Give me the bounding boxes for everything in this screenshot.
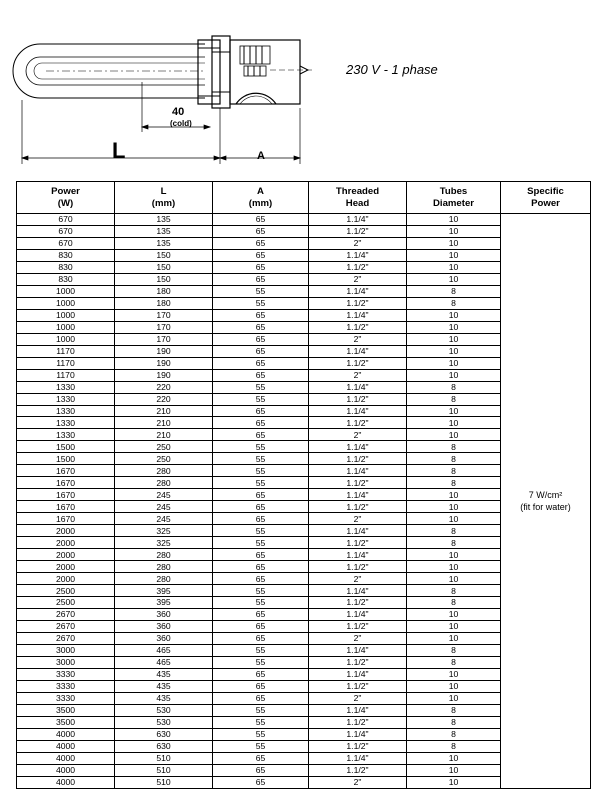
cell-threaded-head: 2" [309,237,407,249]
cell-power: 670 [17,214,115,226]
cell-tubes-diameter: 8 [407,704,501,716]
cell-tubes-diameter: 8 [407,740,501,752]
cell-tubes-diameter: 10 [407,489,501,501]
cell-length: 510 [115,752,213,764]
cell-tubes-diameter: 10 [407,513,501,525]
cell-a: 65 [213,214,309,226]
cell-power: 3330 [17,692,115,704]
table-body [17,214,591,789]
cell-length: 360 [115,608,213,620]
heater-drawing [0,0,613,178]
cell-a: 55 [213,297,309,309]
cell-tubes-diameter: 8 [407,381,501,393]
cell-tubes-diameter: 8 [407,537,501,549]
cell-threaded-head: 1.1/2" [309,597,407,609]
cell-a: 55 [213,381,309,393]
cell-threaded-head: 2" [309,369,407,381]
cell-threaded-head: 1.1/2" [309,716,407,728]
cell-threaded-head: 2" [309,573,407,585]
cell-threaded-head: 1.1/2" [309,225,407,237]
header-power: Power (W) [17,182,115,214]
cell-power: 1330 [17,405,115,417]
cell-a: 55 [213,728,309,740]
cell-threaded-head: 1.1/4" [309,249,407,261]
cell-threaded-head: 1.1/4" [309,704,407,716]
cell-tubes-diameter: 10 [407,309,501,321]
cell-a: 55 [213,441,309,453]
cell-threaded-head: 1.1/2" [309,537,407,549]
cell-length: 220 [115,381,213,393]
cell-a: 65 [213,249,309,261]
cell-threaded-head: 1.1/4" [309,608,407,620]
cell-power: 830 [17,249,115,261]
cell-threaded-head: 1.1/4" [309,585,407,597]
cell-tubes-diameter: 8 [407,525,501,537]
cell-threaded-head: 1.1/2" [309,453,407,465]
cell-a: 55 [213,656,309,668]
cell-a: 65 [213,776,309,788]
cell-length: 280 [115,477,213,489]
cell-tubes-diameter: 8 [407,728,501,740]
cell-tubes-diameter: 10 [407,345,501,357]
cell-a: 55 [213,393,309,405]
cell-power: 2000 [17,549,115,561]
cell-length: 190 [115,357,213,369]
cell-power: 1330 [17,429,115,441]
cell-threaded-head: 2" [309,632,407,644]
cell-power: 3000 [17,656,115,668]
cell-a: 65 [213,417,309,429]
cell-tubes-diameter: 10 [407,668,501,680]
cell-tubes-diameter: 10 [407,692,501,704]
cell-a: 55 [213,740,309,752]
cell-a: 65 [213,752,309,764]
cell-threaded-head: 1.1/4" [309,309,407,321]
cell-threaded-head: 1.1/2" [309,680,407,692]
cell-length: 135 [115,225,213,237]
cell-length: 190 [115,369,213,381]
cell-threaded-head: 2" [309,692,407,704]
cell-length: 435 [115,680,213,692]
cell-power: 670 [17,237,115,249]
cell-length: 170 [115,309,213,321]
cell-a: 65 [213,632,309,644]
cell-tubes-diameter: 8 [407,441,501,453]
table-row [17,214,591,226]
cell-threaded-head: 1.1/2" [309,297,407,309]
cell-tubes-diameter: 10 [407,620,501,632]
cell-length: 630 [115,728,213,740]
cell-length: 210 [115,405,213,417]
cell-threaded-head: 2" [309,776,407,788]
cell-power: 3330 [17,668,115,680]
cell-tubes-diameter: 10 [407,249,501,261]
cell-threaded-head: 1.1/4" [309,525,407,537]
cell-tubes-diameter: 10 [407,680,501,692]
cell-length: 245 [115,513,213,525]
cell-tubes-diameter: 8 [407,297,501,309]
cell-threaded-head: 1.1/4" [309,668,407,680]
cell-tubes-diameter: 10 [407,333,501,345]
cell-a: 65 [213,549,309,561]
cell-threaded-head: 1.1/2" [309,261,407,273]
cell-length: 280 [115,573,213,585]
cell-threaded-head: 1.1/4" [309,405,407,417]
cell-power: 1500 [17,453,115,465]
cell-power: 1330 [17,417,115,429]
cell-a: 65 [213,273,309,285]
cell-a: 65 [213,333,309,345]
cell-length: 150 [115,273,213,285]
cell-tubes-diameter: 8 [407,477,501,489]
cell-length: 280 [115,465,213,477]
cell-power: 670 [17,225,115,237]
cell-power: 2500 [17,585,115,597]
cell-a: 65 [213,225,309,237]
cell-tubes-diameter: 8 [407,285,501,297]
cell-threaded-head: 1.1/4" [309,728,407,740]
length-dimension-label: L [112,138,126,163]
cell-a: 55 [213,285,309,297]
cell-length: 510 [115,764,213,776]
cell-threaded-head: 1.1/2" [309,501,407,513]
cell-tubes-diameter: 8 [407,465,501,477]
cell-length: 530 [115,704,213,716]
cell-length: 510 [115,776,213,788]
cell-tubes-diameter: 10 [407,776,501,788]
cell-length: 465 [115,644,213,656]
cell-power: 4000 [17,728,115,740]
cell-threaded-head: 1.1/2" [309,656,407,668]
cell-a: 65 [213,573,309,585]
cell-a: 65 [213,680,309,692]
cell-power: 2000 [17,537,115,549]
cell-tubes-diameter: 10 [407,225,501,237]
cell-length: 360 [115,632,213,644]
cell-power: 830 [17,261,115,273]
cell-length: 325 [115,537,213,549]
cell-tubes-diameter: 8 [407,644,501,656]
header-a: A (mm) [213,182,309,214]
cell-power: 4000 [17,764,115,776]
cell-power: 1330 [17,381,115,393]
cell-tubes-diameter: 8 [407,453,501,465]
cell-threaded-head: 1.1/2" [309,417,407,429]
threaded-head [198,40,220,104]
cell-length: 190 [115,345,213,357]
cell-threaded-head: 1.1/4" [309,441,407,453]
cell-tubes-diameter: 10 [407,573,501,585]
cell-power: 3000 [17,644,115,656]
header-specific-power: Specific Power [501,182,591,214]
cell-tubes-diameter: 8 [407,656,501,668]
cell-tubes-diameter: 10 [407,369,501,381]
cell-power: 2000 [17,561,115,573]
cell-a: 55 [213,453,309,465]
cell-power: 2500 [17,597,115,609]
cell-a: 65 [213,501,309,513]
cell-threaded-head: 1.1/2" [309,321,407,333]
cell-length: 325 [115,525,213,537]
cell-length: 210 [115,429,213,441]
cell-tubes-diameter: 10 [407,501,501,513]
cell-length: 180 [115,285,213,297]
cell-a: 65 [213,608,309,620]
cell-length: 150 [115,261,213,273]
cell-tubes-diameter: 10 [407,764,501,776]
cell-tubes-diameter: 10 [407,273,501,285]
cell-power: 1670 [17,513,115,525]
cell-a: 65 [213,405,309,417]
cell-a: 65 [213,489,309,501]
cell-length: 435 [115,692,213,704]
cell-length: 220 [115,393,213,405]
cell-threaded-head: 2" [309,429,407,441]
cell-tubes-diameter: 10 [407,752,501,764]
cell-power: 1000 [17,309,115,321]
cell-a: 65 [213,369,309,381]
cell-threaded-head: 1.1/4" [309,549,407,561]
cell-a: 65 [213,357,309,369]
cell-length: 135 [115,214,213,226]
cell-length: 210 [115,417,213,429]
specific-power-cell [501,214,591,789]
cell-power: 1500 [17,441,115,453]
cell-a: 65 [213,668,309,680]
cell-a: 65 [213,429,309,441]
cell-power: 2000 [17,525,115,537]
cell-power: 1670 [17,465,115,477]
cell-a: 55 [213,477,309,489]
cell-threaded-head: 1.1/4" [309,214,407,226]
cell-threaded-head: 1.1/2" [309,393,407,405]
cell-power: 1170 [17,369,115,381]
header-length: L (mm) [115,182,213,214]
cell-tubes-diameter: 10 [407,214,501,226]
cell-length: 180 [115,297,213,309]
cell-a: 65 [213,309,309,321]
cell-a: 55 [213,716,309,728]
cell-length: 435 [115,668,213,680]
cell-a: 55 [213,704,309,716]
cell-a: 65 [213,561,309,573]
cell-threaded-head: 1.1/2" [309,357,407,369]
cell-length: 245 [115,489,213,501]
cell-power: 1170 [17,345,115,357]
cell-length: 135 [115,237,213,249]
cell-tubes-diameter: 10 [407,429,501,441]
cell-power: 2670 [17,608,115,620]
cell-a: 55 [213,465,309,477]
cell-power: 1330 [17,393,115,405]
cell-power: 2670 [17,632,115,644]
cell-threaded-head: 1.1/2" [309,740,407,752]
table-header-row [17,182,591,214]
cell-tubes-diameter: 10 [407,357,501,369]
cell-tubes-diameter: 10 [407,321,501,333]
cell-a: 55 [213,597,309,609]
cell-a: 55 [213,585,309,597]
cell-power: 4000 [17,776,115,788]
cell-threaded-head: 1.1/4" [309,752,407,764]
cell-power: 1670 [17,477,115,489]
cell-threaded-head: 1.1/2" [309,620,407,632]
cell-tubes-diameter: 8 [407,585,501,597]
cell-threaded-head: 1.1/4" [309,644,407,656]
cell-a: 65 [213,261,309,273]
cell-power: 4000 [17,752,115,764]
cell-a: 65 [213,513,309,525]
cell-a: 55 [213,525,309,537]
cell-power: 1000 [17,333,115,345]
cell-tubes-diameter: 8 [407,393,501,405]
cell-power: 1670 [17,501,115,513]
cell-threaded-head: 2" [309,333,407,345]
cell-length: 630 [115,740,213,752]
cell-length: 530 [115,716,213,728]
cell-length: 170 [115,333,213,345]
cell-threaded-head: 2" [309,513,407,525]
cell-tubes-diameter: 10 [407,237,501,249]
cell-length: 395 [115,585,213,597]
cell-length: 465 [115,656,213,668]
cell-a: 65 [213,321,309,333]
header-threaded-head: Threaded Head [309,182,407,214]
cell-threaded-head: 1.1/4" [309,381,407,393]
cell-a: 55 [213,537,309,549]
cell-length: 170 [115,321,213,333]
cell-a: 65 [213,345,309,357]
cell-threaded-head: 1.1/4" [309,465,407,477]
cell-threaded-head: 1.1/2" [309,561,407,573]
cell-power: 2000 [17,573,115,585]
cell-power: 1000 [17,297,115,309]
cell-length: 395 [115,597,213,609]
cell-power: 830 [17,273,115,285]
cell-tubes-diameter: 8 [407,716,501,728]
cell-power: 2670 [17,620,115,632]
cell-power: 1670 [17,489,115,501]
cell-power: 1000 [17,321,115,333]
cell-length: 280 [115,561,213,573]
cell-power: 3330 [17,680,115,692]
cell-power: 1170 [17,357,115,369]
cell-threaded-head: 2" [309,273,407,285]
cell-threaded-head: 1.1/4" [309,345,407,357]
cell-power: 3500 [17,704,115,716]
cell-power: 4000 [17,740,115,752]
cold-length-value: 40 [172,106,185,118]
a-dimension-label: A [257,150,265,162]
cell-threaded-head: 1.1/2" [309,477,407,489]
cell-tubes-diameter: 10 [407,405,501,417]
cold-length-note: (cold) [170,119,192,128]
cell-power: 1000 [17,285,115,297]
cell-length: 360 [115,620,213,632]
cell-a: 65 [213,764,309,776]
cell-threaded-head: 1.1/4" [309,489,407,501]
voltage-label: 230 V - 1 phase [346,62,438,77]
cell-tubes-diameter: 10 [407,561,501,573]
cell-a: 65 [213,620,309,632]
cell-length: 250 [115,453,213,465]
cell-power: 3500 [17,716,115,728]
cell-length: 150 [115,249,213,261]
cell-a: 65 [213,237,309,249]
cell-a: 65 [213,692,309,704]
specific-power-value: 7 W/cm² [528,489,563,500]
cell-tubes-diameter: 10 [407,632,501,644]
header-tubes-diameter: Tubes Diameter [407,182,501,214]
cell-length: 250 [115,441,213,453]
specification-table [16,181,591,789]
cell-tubes-diameter: 10 [407,261,501,273]
cell-threaded-head: 1.1/2" [309,764,407,776]
cell-threaded-head: 1.1/4" [309,285,407,297]
cell-tubes-diameter: 8 [407,597,501,609]
cell-tubes-diameter: 10 [407,417,501,429]
cell-tubes-diameter: 10 [407,549,501,561]
cell-tubes-diameter: 10 [407,608,501,620]
cell-length: 245 [115,501,213,513]
specific-power-note: (fit for water) [520,501,571,512]
cell-length: 280 [115,549,213,561]
cell-a: 55 [213,644,309,656]
